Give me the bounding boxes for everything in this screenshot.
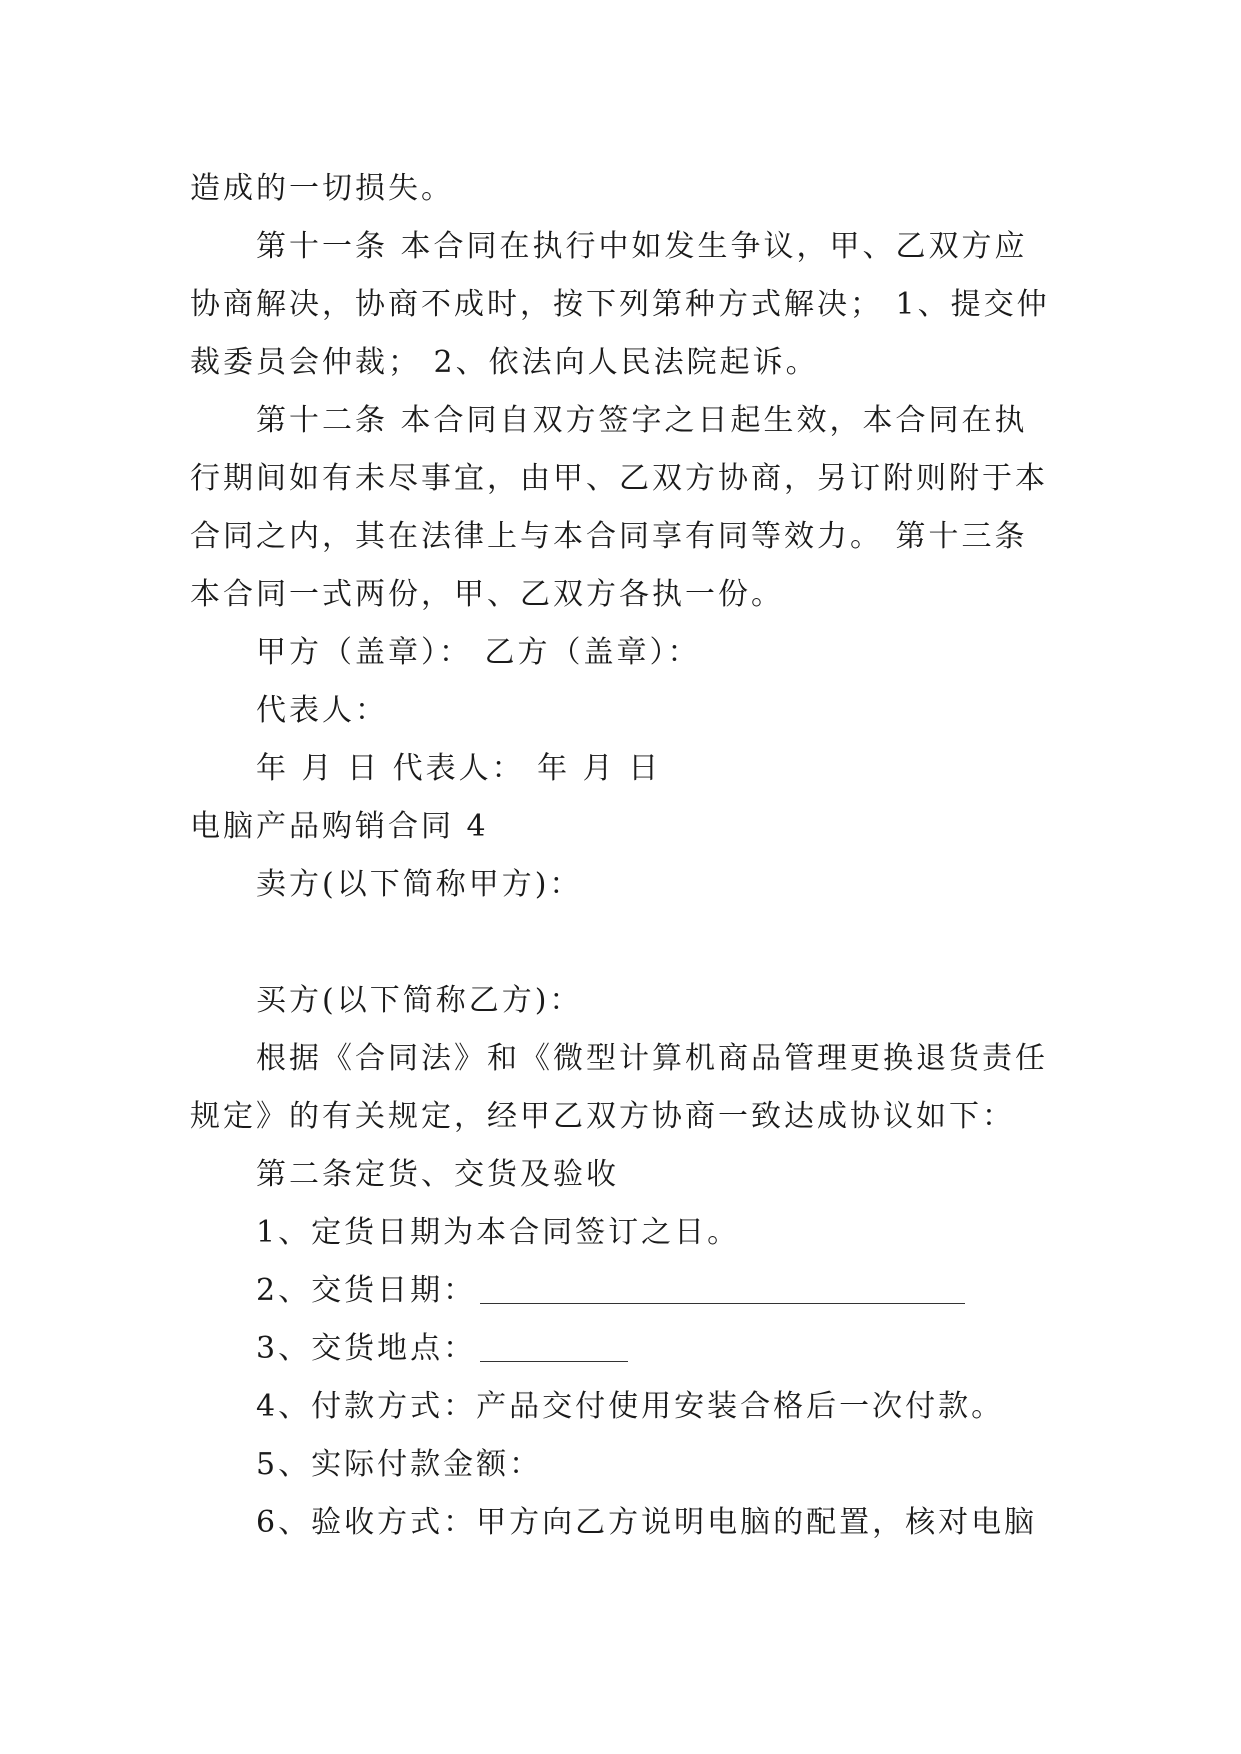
delivery-date-label: 2、交货日期： — [256, 1273, 477, 1308]
article-2-heading: 第二条定货、交货及验收 — [256, 1157, 619, 1192]
article-12-line: 第十二条 本合同自双方签字之日起生效，本合同在执 — [256, 403, 1028, 438]
list-item — [190, 1320, 1060, 1378]
document-page — [190, 160, 1060, 1552]
delivery-date-blank — [480, 1269, 965, 1304]
text-line: 行期间如有未尽事宜，由甲、乙双方协商，另订附则附于本 — [190, 461, 1048, 496]
representative-line: 代表人： — [256, 693, 388, 728]
party-seal-line: 甲方（盖章）： 乙方（盖章）： — [256, 635, 701, 670]
section-heading: 电脑产品购销合同 4 — [190, 809, 489, 844]
buyer-line: 买方(以下简称乙方)： — [256, 983, 583, 1018]
delivery-place-label: 3、交货地点： — [256, 1331, 477, 1366]
list-item: 5、实际付款金额： — [256, 1447, 543, 1482]
text-line: 本合同一式两份，甲、乙双方各执一份。 — [190, 577, 784, 612]
text-line: 造成的一切损失。 — [190, 171, 454, 206]
text-line: 裁委员会仲裁； 2、依法向人民法院起诉。 — [190, 345, 819, 380]
text-line: 规定》的有关规定，经甲乙双方协商一致达成协议如下： — [190, 1099, 1015, 1134]
list-item — [190, 1262, 1060, 1320]
list-item: 1、定货日期为本合同签订之日。 — [256, 1215, 741, 1250]
text-line: 合同之内，其在法律上与本合同享有同等效力。 第十三条 — [190, 519, 1028, 554]
delivery-place-blank — [480, 1327, 628, 1362]
text-line: 根据《合同法》和《微型计算机商品管理更换退货责任 — [256, 1041, 1048, 1076]
article-11-line: 第十一条 本合同在执行中如发生争议，甲、乙双方应 — [256, 229, 1028, 264]
list-item: 6、验收方式：甲方向乙方说明电脑的配置，核对电脑 — [256, 1505, 1038, 1540]
date-line: 年 月 日 代表人： 年 月 日 — [256, 751, 662, 786]
text-line: 协商解决，协商不成时，按下列第种方式解决； 1、提交仲 — [190, 287, 1050, 322]
spacer — [190, 914, 1060, 972]
seller-line: 卖方(以下简称甲方)： — [256, 867, 583, 902]
list-item: 4、付款方式：产品交付使用安装合格后一次付款。 — [256, 1389, 1005, 1424]
